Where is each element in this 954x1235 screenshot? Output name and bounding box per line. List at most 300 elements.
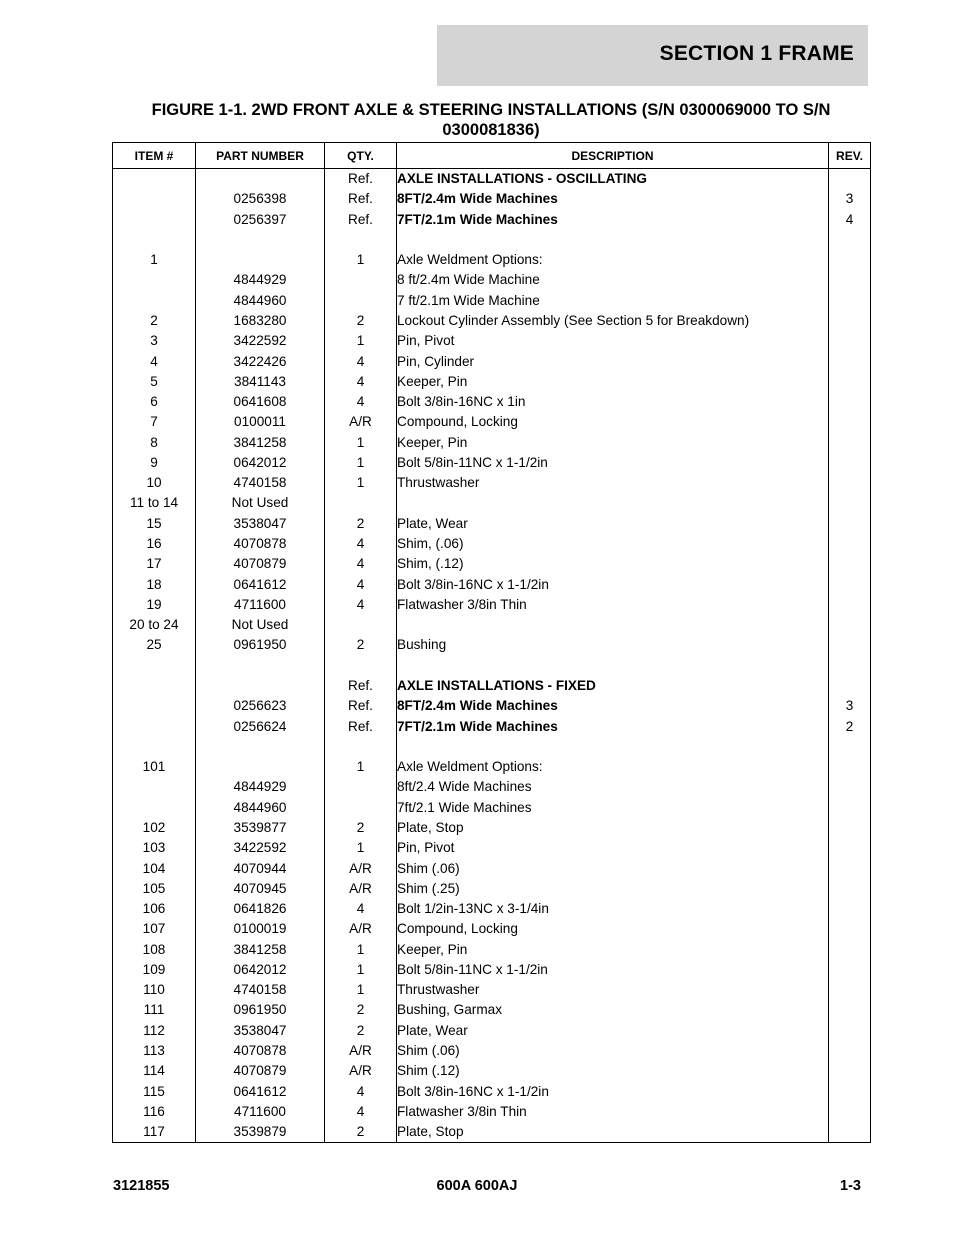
- part-number-cell: [196, 676, 325, 696]
- part-number-cell: [196, 656, 325, 676]
- table-row: [113, 534, 871, 554]
- description-cell: Shim, (.12): [397, 554, 829, 574]
- item-cell: 109: [113, 960, 196, 980]
- part-number-cell: 0641826: [196, 899, 325, 919]
- item-cell: [113, 777, 196, 797]
- part-number-cell: 3841258: [196, 433, 325, 453]
- description-cell: Keeper, Pin: [397, 433, 829, 453]
- table-row: [113, 331, 871, 351]
- description-cell: AXLE INSTALLATIONS - OSCILLATING: [397, 169, 829, 190]
- part-number-cell: 0641612: [196, 575, 325, 595]
- description-cell: Compound, Locking: [397, 412, 829, 432]
- part-number-cell: 0961950: [196, 1000, 325, 1020]
- description-cell: Shim (.06): [397, 859, 829, 879]
- part-number-cell: [196, 737, 325, 757]
- item-cell: 15: [113, 514, 196, 534]
- table-row: [113, 859, 871, 879]
- qty-cell: 2: [325, 311, 397, 331]
- part-number-cell: 3841258: [196, 940, 325, 960]
- footer-model: 600A 600AJ: [436, 1178, 518, 1194]
- qty-cell: 1: [325, 250, 397, 270]
- qty-cell: [325, 777, 397, 797]
- part-number-cell: 3538047: [196, 514, 325, 534]
- rev-cell: [829, 737, 871, 757]
- description-cell: Bolt 5/8in-11NC x 1-1/2in: [397, 453, 829, 473]
- table-row: [113, 818, 871, 838]
- description-cell: 7FT/2.1m Wide Machines: [397, 210, 829, 230]
- part-number-cell: 0641608: [196, 392, 325, 412]
- qty-cell: [325, 615, 397, 635]
- item-cell: 101: [113, 757, 196, 777]
- item-cell: 20 to 24: [113, 615, 196, 635]
- col-header-description: DESCRIPTION: [397, 143, 829, 169]
- item-cell: 115: [113, 1082, 196, 1102]
- item-cell: 117: [113, 1122, 196, 1143]
- rev-cell: [829, 940, 871, 960]
- rev-cell: [829, 331, 871, 351]
- part-number-cell: 0642012: [196, 453, 325, 473]
- rev-cell: [829, 980, 871, 1000]
- footer-doc-number: 3121855: [113, 1178, 170, 1194]
- rev-cell: 3: [829, 696, 871, 716]
- qty-cell: 4: [325, 899, 397, 919]
- part-number-cell: 4740158: [196, 980, 325, 1000]
- part-number-cell: 4070945: [196, 879, 325, 899]
- item-cell: 106: [113, 899, 196, 919]
- qty-cell: 2: [325, 635, 397, 655]
- description-cell: Plate, Stop: [397, 818, 829, 838]
- qty-cell: A/R: [325, 859, 397, 879]
- rev-cell: [829, 311, 871, 331]
- qty-cell: 4: [325, 595, 397, 615]
- part-number-cell: Not Used: [196, 615, 325, 635]
- description-cell: 8ft/2.4 Wide Machines: [397, 777, 829, 797]
- part-number-cell: 4711600: [196, 1102, 325, 1122]
- table-row: [113, 635, 871, 655]
- item-cell: 19: [113, 595, 196, 615]
- table-row: [113, 879, 871, 899]
- qty-cell: Ref.: [325, 169, 397, 190]
- item-cell: 9: [113, 453, 196, 473]
- rev-cell: [829, 1122, 871, 1143]
- rev-cell: [829, 595, 871, 615]
- table-row: [113, 656, 871, 676]
- table-row: [113, 554, 871, 574]
- table-row: [113, 595, 871, 615]
- description-cell: Shim (.12): [397, 1061, 829, 1081]
- rev-cell: [829, 798, 871, 818]
- table-row: [113, 676, 871, 696]
- item-cell: 108: [113, 940, 196, 960]
- item-cell: 113: [113, 1041, 196, 1061]
- rev-cell: [829, 392, 871, 412]
- item-cell: [113, 291, 196, 311]
- qty-cell: A/R: [325, 412, 397, 432]
- rev-cell: [829, 757, 871, 777]
- rev-cell: [829, 473, 871, 493]
- description-cell: Lockout Cylinder Assembly (See Section 5 for Breakdown): [397, 311, 829, 331]
- rev-cell: [829, 230, 871, 250]
- part-number-cell: 4844960: [196, 798, 325, 818]
- item-cell: [113, 189, 196, 209]
- item-cell: 3: [113, 331, 196, 351]
- part-number-cell: 3422426: [196, 352, 325, 372]
- description-cell: [397, 493, 829, 513]
- rev-cell: [829, 960, 871, 980]
- part-number-cell: 4070879: [196, 554, 325, 574]
- description-cell: 8 ft/2.4m Wide Machine: [397, 270, 829, 290]
- table-row: [113, 392, 871, 412]
- table-row: [113, 311, 871, 331]
- table-row: [113, 919, 871, 939]
- rev-cell: [829, 372, 871, 392]
- qty-cell: 4: [325, 1102, 397, 1122]
- description-cell: [397, 615, 829, 635]
- qty-cell: 1: [325, 473, 397, 493]
- table-row: [113, 980, 871, 1000]
- description-cell: Plate, Wear: [397, 1021, 829, 1041]
- table-row: [113, 230, 871, 250]
- part-number-cell: 0961950: [196, 635, 325, 655]
- figure-title: FIGURE 1-1. 2WD FRONT AXLE & STEERING INSTALLATIONS (S/N 0300069000 TO S/N 0300081836): [151, 101, 831, 139]
- part-number-cell: [196, 757, 325, 777]
- description-cell: Thrustwasher: [397, 980, 829, 1000]
- part-number-cell: 4070944: [196, 859, 325, 879]
- description-cell: Keeper, Pin: [397, 940, 829, 960]
- table-row: [113, 777, 871, 797]
- rev-cell: [829, 291, 871, 311]
- qty-cell: 2: [325, 1000, 397, 1020]
- col-header-qty: QTY.: [325, 143, 397, 169]
- description-cell: 8FT/2.4m Wide Machines: [397, 696, 829, 716]
- part-number-cell: [196, 230, 325, 250]
- description-cell: Plate, Wear: [397, 514, 829, 534]
- table-row: [113, 412, 871, 432]
- qty-cell: 2: [325, 514, 397, 534]
- table-row: [113, 1122, 871, 1143]
- rev-cell: 4: [829, 210, 871, 230]
- description-cell: Axle Weldment Options:: [397, 250, 829, 270]
- col-header-rev: REV.: [829, 143, 871, 169]
- qty-cell: Ref.: [325, 189, 397, 209]
- table-row: [113, 798, 871, 818]
- table-row: [113, 453, 871, 473]
- table-row: [113, 575, 871, 595]
- qty-cell: A/R: [325, 1061, 397, 1081]
- part-number-cell: 0256624: [196, 717, 325, 737]
- item-cell: 18: [113, 575, 196, 595]
- item-cell: [113, 230, 196, 250]
- item-cell: [113, 676, 196, 696]
- part-number-cell: 4844960: [196, 291, 325, 311]
- item-cell: 107: [113, 919, 196, 939]
- description-cell: Compound, Locking: [397, 919, 829, 939]
- item-cell: [113, 737, 196, 757]
- col-header-part-number: PART NUMBER: [196, 143, 325, 169]
- qty-cell: 2: [325, 818, 397, 838]
- table-row: [113, 838, 871, 858]
- description-cell: 8FT/2.4m Wide Machines: [397, 189, 829, 209]
- item-cell: 10: [113, 473, 196, 493]
- qty-cell: [325, 737, 397, 757]
- rev-cell: [829, 818, 871, 838]
- rev-cell: [829, 635, 871, 655]
- qty-cell: Ref.: [325, 696, 397, 716]
- item-cell: 103: [113, 838, 196, 858]
- item-cell: 6: [113, 392, 196, 412]
- description-cell: Shim (.06): [397, 1041, 829, 1061]
- description-cell: Pin, Cylinder: [397, 352, 829, 372]
- rev-cell: [829, 1041, 871, 1061]
- part-number-cell: 4740158: [196, 473, 325, 493]
- description-cell: Shim (.25): [397, 879, 829, 899]
- part-number-cell: 3841143: [196, 372, 325, 392]
- rev-cell: 2: [829, 717, 871, 737]
- item-cell: 1: [113, 250, 196, 270]
- rev-cell: [829, 514, 871, 534]
- qty-cell: 1: [325, 331, 397, 351]
- part-number-cell: 3539879: [196, 1122, 325, 1143]
- item-cell: [113, 656, 196, 676]
- item-cell: 110: [113, 980, 196, 1000]
- col-header-item: ITEM #: [113, 143, 196, 169]
- part-number-cell: 3422592: [196, 838, 325, 858]
- qty-cell: 1: [325, 453, 397, 473]
- qty-cell: A/R: [325, 1041, 397, 1061]
- part-number-cell: 1683280: [196, 311, 325, 331]
- item-cell: [113, 798, 196, 818]
- part-number-cell: 4070879: [196, 1061, 325, 1081]
- rev-cell: [829, 879, 871, 899]
- description-cell: Shim, (.06): [397, 534, 829, 554]
- description-cell: Thrustwasher: [397, 473, 829, 493]
- qty-cell: Ref.: [325, 676, 397, 696]
- qty-cell: [325, 798, 397, 818]
- rev-cell: [829, 1102, 871, 1122]
- table-row: [113, 757, 871, 777]
- qty-cell: 1: [325, 757, 397, 777]
- rev-cell: [829, 1021, 871, 1041]
- qty-cell: 4: [325, 352, 397, 372]
- description-cell: 7 ft/2.1m Wide Machine: [397, 291, 829, 311]
- table-row: [113, 210, 871, 230]
- description-cell: Bushing: [397, 635, 829, 655]
- section-banner: [437, 25, 868, 86]
- table-row: [113, 250, 871, 270]
- part-number-cell: [196, 169, 325, 190]
- item-cell: [113, 169, 196, 190]
- part-number-cell: 3538047: [196, 1021, 325, 1041]
- part-number-cell: Not Used: [196, 493, 325, 513]
- qty-cell: [325, 656, 397, 676]
- footer-page-number: 1-3: [840, 1178, 861, 1194]
- rev-cell: [829, 919, 871, 939]
- qty-cell: 1: [325, 838, 397, 858]
- table-row: [113, 352, 871, 372]
- rev-cell: [829, 1000, 871, 1020]
- table-row: [113, 372, 871, 392]
- part-number-cell: [196, 250, 325, 270]
- description-cell: Plate, Stop: [397, 1122, 829, 1143]
- rev-cell: [829, 656, 871, 676]
- qty-cell: [325, 291, 397, 311]
- table-row: [113, 493, 871, 513]
- table-row: [113, 940, 871, 960]
- item-cell: 11 to 14: [113, 493, 196, 513]
- description-cell: Bolt 1/2in-13NC x 3-1/4in: [397, 899, 829, 919]
- table-row: [113, 615, 871, 635]
- table-header-row: [113, 143, 871, 169]
- qty-cell: A/R: [325, 919, 397, 939]
- qty-cell: 1: [325, 940, 397, 960]
- table-row: [113, 960, 871, 980]
- item-cell: 17: [113, 554, 196, 574]
- section-title: SECTION 1 FRAME: [659, 42, 854, 65]
- rev-cell: [829, 169, 871, 190]
- description-cell: Pin, Pivot: [397, 331, 829, 351]
- qty-cell: 4: [325, 392, 397, 412]
- qty-cell: 1: [325, 960, 397, 980]
- qty-cell: Ref.: [325, 717, 397, 737]
- item-cell: 4: [113, 352, 196, 372]
- description-cell: Bolt 5/8in-11NC x 1-1/2in: [397, 960, 829, 980]
- rev-cell: [829, 412, 871, 432]
- rev-cell: [829, 575, 871, 595]
- table-row: [113, 1041, 871, 1061]
- part-number-cell: 0256623: [196, 696, 325, 716]
- rev-cell: [829, 838, 871, 858]
- table-row: [113, 1061, 871, 1081]
- qty-cell: [325, 230, 397, 250]
- description-cell: Pin, Pivot: [397, 838, 829, 858]
- description-cell: 7ft/2.1 Wide Machines: [397, 798, 829, 818]
- rev-cell: [829, 1061, 871, 1081]
- part-number-cell: 4844929: [196, 777, 325, 797]
- part-number-cell: 0100011: [196, 412, 325, 432]
- item-cell: 105: [113, 879, 196, 899]
- table-row: [113, 1021, 871, 1041]
- rev-cell: [829, 250, 871, 270]
- description-cell: Bushing, Garmax: [397, 1000, 829, 1020]
- table-row: [113, 514, 871, 534]
- description-cell: Flatwasher 3/8in Thin: [397, 1102, 829, 1122]
- parts-table-body: [113, 169, 871, 1143]
- qty-cell: 4: [325, 372, 397, 392]
- item-cell: [113, 210, 196, 230]
- table-row: [113, 433, 871, 453]
- item-cell: 116: [113, 1102, 196, 1122]
- table-row: [113, 291, 871, 311]
- table-row: [113, 473, 871, 493]
- item-cell: 114: [113, 1061, 196, 1081]
- qty-cell: 4: [325, 1082, 397, 1102]
- rev-cell: [829, 352, 871, 372]
- item-cell: 8: [113, 433, 196, 453]
- qty-cell: 2: [325, 1021, 397, 1041]
- rev-cell: [829, 554, 871, 574]
- qty-cell: 4: [325, 554, 397, 574]
- table-row: [113, 1000, 871, 1020]
- description-cell: Keeper, Pin: [397, 372, 829, 392]
- qty-cell: Ref.: [325, 210, 397, 230]
- part-number-cell: 4711600: [196, 595, 325, 615]
- rev-cell: [829, 859, 871, 879]
- rev-cell: [829, 493, 871, 513]
- description-cell: AXLE INSTALLATIONS - FIXED: [397, 676, 829, 696]
- description-cell: Bolt 3/8in-16NC x 1in: [397, 392, 829, 412]
- table-row: [113, 1082, 871, 1102]
- table-row: [113, 899, 871, 919]
- description-cell: Flatwasher 3/8in Thin: [397, 595, 829, 615]
- rev-cell: [829, 777, 871, 797]
- table-row: [113, 1102, 871, 1122]
- rev-cell: [829, 534, 871, 554]
- part-number-cell: 0256397: [196, 210, 325, 230]
- table-row: [113, 737, 871, 757]
- part-number-cell: 0100019: [196, 919, 325, 939]
- rev-cell: [829, 899, 871, 919]
- qty-cell: 1: [325, 433, 397, 453]
- item-cell: 5: [113, 372, 196, 392]
- table-row: [113, 270, 871, 290]
- qty-cell: 2: [325, 1122, 397, 1143]
- part-number-cell: 4844929: [196, 270, 325, 290]
- item-cell: 102: [113, 818, 196, 838]
- rev-cell: [829, 1082, 871, 1102]
- rev-cell: 3: [829, 189, 871, 209]
- parts-table: [112, 142, 871, 1143]
- part-number-cell: 0642012: [196, 960, 325, 980]
- description-cell: [397, 737, 829, 757]
- rev-cell: [829, 433, 871, 453]
- item-cell: 104: [113, 859, 196, 879]
- qty-cell: [325, 270, 397, 290]
- rev-cell: [829, 676, 871, 696]
- part-number-cell: 3422592: [196, 331, 325, 351]
- part-number-cell: 4070878: [196, 534, 325, 554]
- table-row: [113, 696, 871, 716]
- item-cell: 112: [113, 1021, 196, 1041]
- table-row: [113, 189, 871, 209]
- description-cell: [397, 230, 829, 250]
- item-cell: 2: [113, 311, 196, 331]
- item-cell: [113, 696, 196, 716]
- qty-cell: 4: [325, 575, 397, 595]
- table-row: [113, 717, 871, 737]
- item-cell: 25: [113, 635, 196, 655]
- description-cell: Bolt 3/8in-16NC x 1-1/2in: [397, 575, 829, 595]
- part-number-cell: 4070878: [196, 1041, 325, 1061]
- rev-cell: [829, 453, 871, 473]
- description-cell: Axle Weldment Options:: [397, 757, 829, 777]
- part-number-cell: 0256398: [196, 189, 325, 209]
- qty-cell: 4: [325, 534, 397, 554]
- item-cell: [113, 717, 196, 737]
- table-row: [113, 169, 871, 190]
- part-number-cell: 0641612: [196, 1082, 325, 1102]
- qty-cell: [325, 493, 397, 513]
- item-cell: 7: [113, 412, 196, 432]
- qty-cell: A/R: [325, 879, 397, 899]
- item-cell: 16: [113, 534, 196, 554]
- description-cell: 7FT/2.1m Wide Machines: [397, 717, 829, 737]
- rev-cell: [829, 615, 871, 635]
- rev-cell: [829, 270, 871, 290]
- item-cell: [113, 270, 196, 290]
- description-cell: [397, 656, 829, 676]
- part-number-cell: 3539877: [196, 818, 325, 838]
- item-cell: 111: [113, 1000, 196, 1020]
